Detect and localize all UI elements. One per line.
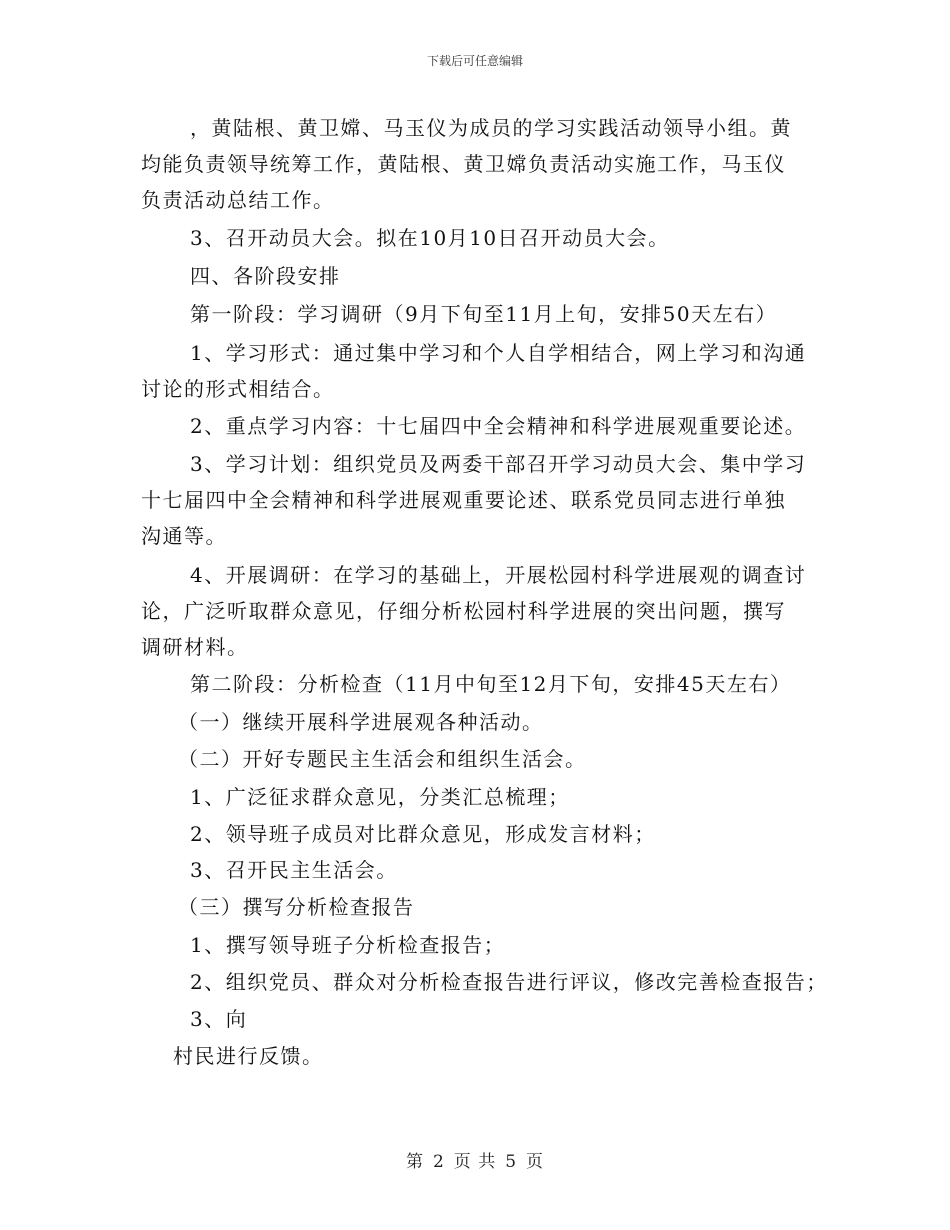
- body-line-12: 沟通等。: [141, 524, 227, 548]
- body-line-22: （三）撰写分析检查报告: [178, 895, 415, 919]
- body-line-9: 2、重点学习内容：十七届四中全会精神和科学进展观重要论述。: [190, 414, 807, 438]
- body-line-11: 十七届四中全会精神和科学进展观重要论述、联系党员同志进行单独: [141, 488, 786, 512]
- body-line-1: ，黄陆根、黄卫嫦、马玉仪为成员的学习实践活动领导小组。黄: [190, 116, 792, 140]
- body-line-7: 1、学习形式：通过集中学习和个人自学相结合，网上学习和沟通: [190, 341, 807, 365]
- footer-suffix: 页: [526, 1152, 545, 1172]
- body-line-26: 村民进行反馈。: [173, 1044, 324, 1068]
- body-line-14: 论，广泛听取群众意见，仔细分析松园村科学进展的突出问题，撰写: [141, 599, 786, 623]
- total-pages-number: 5: [505, 1152, 518, 1172]
- body-line-8: 讨论的形式相结合。: [141, 377, 335, 401]
- page-header-note: 下载后可任意编辑: [426, 54, 523, 68]
- body-line-25: 3、向: [190, 1007, 248, 1031]
- body-line-17: （一）继续开展科学进展观各种活动。: [178, 710, 544, 734]
- current-page-number: 2: [432, 1152, 445, 1172]
- page-footer: [0, 1150, 950, 1174]
- section-heading-stages: 四、各阶段安排: [190, 264, 341, 288]
- body-line-3: 负责活动总结工作。: [141, 188, 335, 212]
- body-line-23: 1、撰写领导班子分析检查报告；: [190, 933, 506, 957]
- body-line-18: （二）开好专题民主生活会和组织生活会。: [178, 747, 587, 771]
- body-line-21: 3、召开民主生活会。: [190, 858, 398, 882]
- body-line-15: 调研材料。: [141, 635, 249, 659]
- body-line-2: 均能负责领导统筹工作，黄陆根、黄卫嫦负责活动实施工作，马玉仪: [141, 152, 786, 176]
- body-line-4: 3、召开动员大会。拟在10月10日召开动员大会。: [190, 226, 670, 250]
- body-line-19: 1、广泛征求群众意见，分类汇总梳理；: [190, 785, 570, 809]
- stage-two-heading: 第二阶段：分析检查（11月中旬至12月下旬，安排45天左右）: [190, 672, 792, 696]
- body-line-10: 3、学习计划：组织党员及两委干部召开学习动员大会、集中学习: [190, 452, 807, 476]
- body-line-20: 2、领导班子成员对比群众意见，形成发言材料；: [190, 822, 656, 846]
- stage-one-heading: 第一阶段：学习调研（9月下旬至11月上旬，安排50天左右）: [190, 302, 778, 326]
- footer-middle: 页 共: [453, 1152, 497, 1172]
- body-line-13: 4、开展调研：在学习的基础上，开展松园村科学进展观的调查讨: [190, 563, 807, 587]
- footer-prefix: 第: [405, 1152, 424, 1172]
- body-line-24: 2、组织党员、群众对分析检查报告进行评议，修改完善检查报告；: [190, 970, 828, 994]
